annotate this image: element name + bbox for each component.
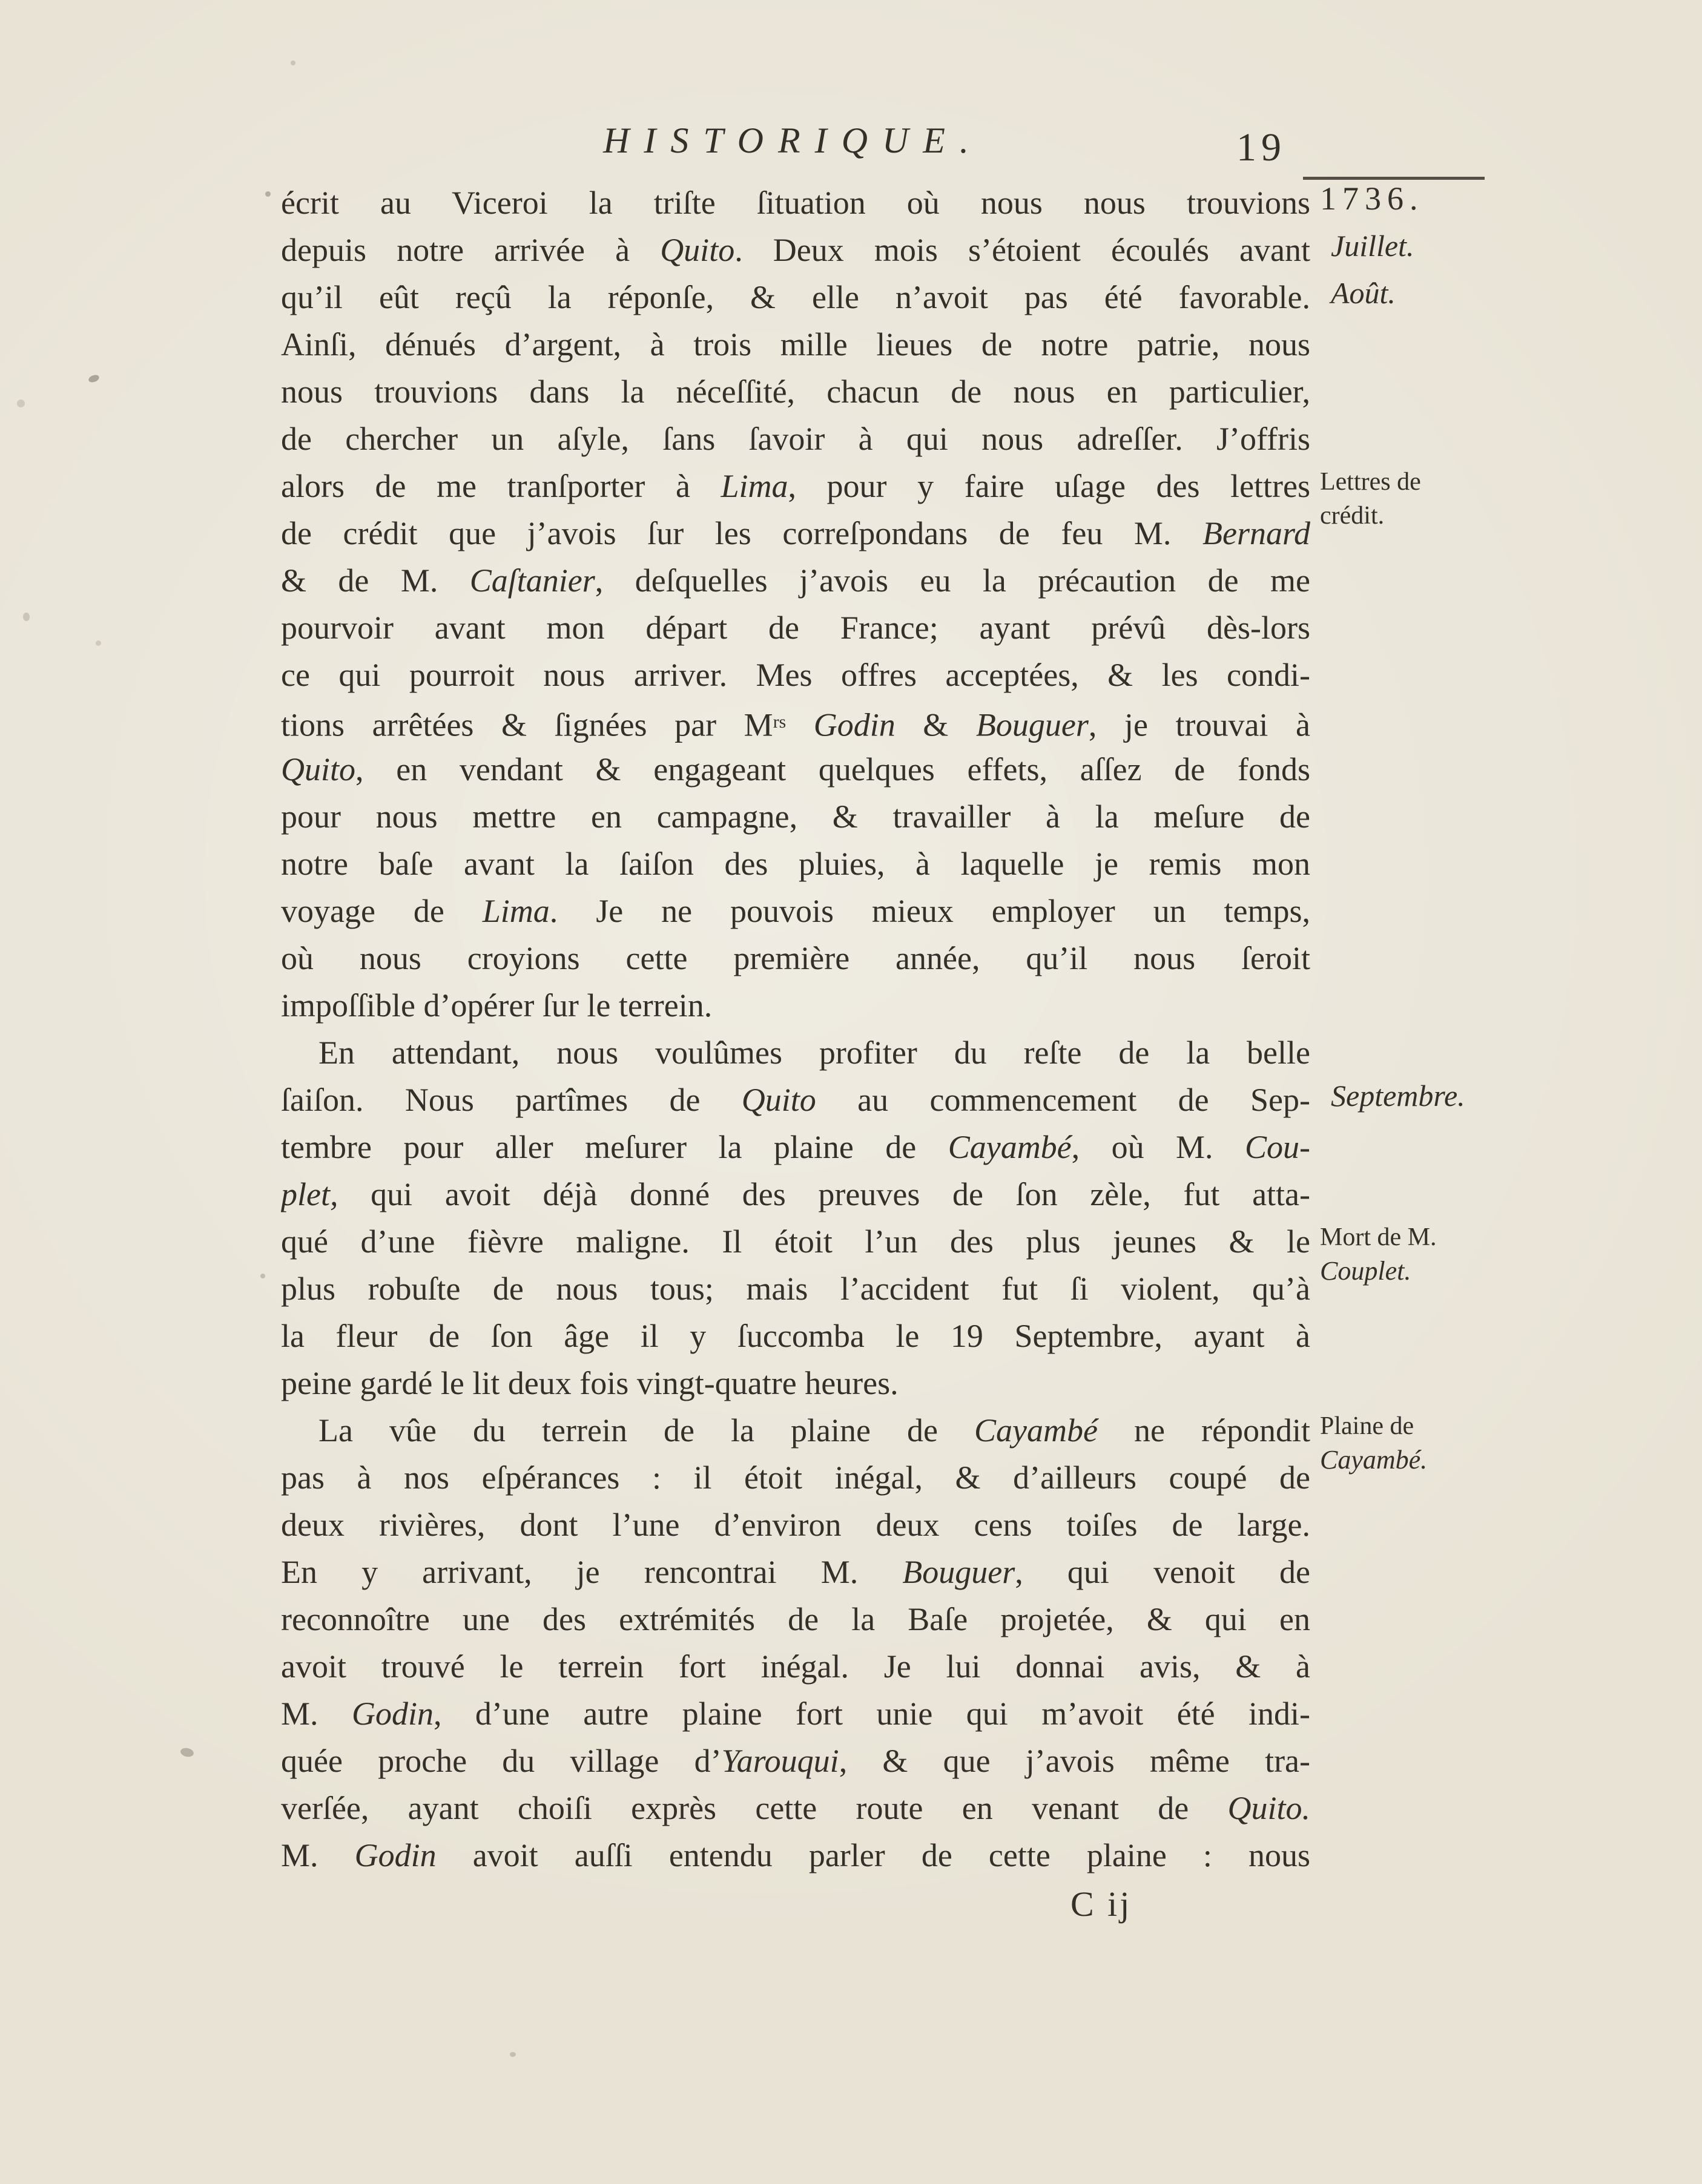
- text-segment: Ainſi, dénués d’argent, à trois mille lieues de notre patrie, nous: [281, 326, 1310, 363]
- margin-note: [1320, 1409, 1586, 1477]
- text-segment: Godin: [813, 706, 896, 743]
- text-segment: , deſquelles j’avois eu la précaution de me: [595, 562, 1310, 599]
- text-segment: plet,: [281, 1176, 338, 1212]
- text-segment: Godin: [351, 1696, 434, 1732]
- text-segment: M.: [281, 1837, 355, 1873]
- signature-mark: C ij: [1070, 1884, 1132, 1924]
- text-segment: &: [895, 706, 976, 743]
- text-segment: de crédit que j’avois ſur les correſpondans de feu M.: [281, 515, 1203, 551]
- text-segment: reconnoître une des extrémités de la Baſe projetée, & qui en: [281, 1601, 1310, 1637]
- text-segment: où nous croyions cette première année, qu’il nous ſeroit: [281, 940, 1310, 976]
- text-segment: pour nous mettre en campagne, & travailler à la meſure de: [281, 798, 1310, 835]
- text-segment: qu’il eût reçû la réponſe, & elle n’avoit pas été favorable.: [281, 279, 1310, 315]
- margin-note-row: Plaine de: [1320, 1412, 1414, 1440]
- margin-note: [1320, 1079, 1586, 1113]
- margin-note: [1320, 276, 1586, 310]
- text-segment: tions arrêtées & ſignées par M: [281, 706, 773, 743]
- text-segment: Quito.: [1227, 1790, 1310, 1826]
- text-segment: Lima: [721, 468, 788, 504]
- scan-speck: [510, 2052, 516, 2057]
- text-segment: la fleur de ſon âge il y ſuccomba le 19 Septembre, ayant à: [281, 1318, 1310, 1354]
- text-segment: Lima: [482, 893, 550, 929]
- text-segment: , en vendant & engageant quelques effets, aſſez de fonds: [355, 751, 1310, 788]
- text-segment: , pour y faire uſage des lettres: [788, 468, 1310, 504]
- margin-note-row: Septembre.: [1331, 1079, 1465, 1113]
- text-segment: ſaiſon. Nous partîmes de: [281, 1082, 742, 1118]
- margin-note-row: Juillet.: [1331, 229, 1414, 263]
- scan-speck: [23, 613, 30, 621]
- text-segment: Cayambé: [974, 1412, 1098, 1449]
- text-segment: La vûe du terrein de la plaine de: [318, 1412, 975, 1449]
- text-segment: verſée, ayant choiſi exprès cette route en venant de: [281, 1790, 1228, 1826]
- margin-note-row: Cayambé.: [1320, 1445, 1428, 1475]
- scan-speck: [265, 191, 271, 197]
- text-segment: , où M.: [1071, 1129, 1245, 1165]
- text-segment: En attendant, nous voulûmes profiter du reſte de la belle: [318, 1034, 1310, 1071]
- text-segment: . Je ne pouvois mieux employer un temps,: [549, 893, 1310, 929]
- text-segment: alors de me tranſporter à: [281, 468, 721, 504]
- text-segment: pourvoir avant mon départ de France; ayant prévû dès-lors: [281, 610, 1310, 646]
- text-segment: deux rivières, dont l’une d’environ deux cens toiſes de large.: [281, 1507, 1310, 1543]
- text-segment: Quito: [741, 1082, 816, 1118]
- text-segment: écrit au Viceroi la triſte ſituation où nous nous trouvions: [281, 185, 1310, 221]
- margin-note-row: Mort de M.: [1320, 1223, 1437, 1251]
- text-segment: , je trouvai à: [1088, 706, 1310, 743]
- text-segment: de chercher un aſyle, ſans ſavoir à qui nous adreſſer. J’offris: [281, 421, 1310, 457]
- text-segment: Cou-: [1245, 1129, 1310, 1165]
- scan-speck: [17, 400, 25, 407]
- text-segment: tembre pour aller meſurer la plaine de: [281, 1129, 948, 1165]
- text-segment: Quito: [281, 751, 356, 788]
- text-segment: Bouguer: [975, 706, 1089, 743]
- text-segment: plus robuſte de nous tous; mais l’accident fut ſi violent, qu’à: [281, 1271, 1310, 1307]
- margin-note-row: 1736.: [1320, 180, 1424, 217]
- margin-note-row: Couplet.: [1320, 1256, 1411, 1286]
- text-segment: Caſtanier: [469, 562, 595, 599]
- text-segment: avoit auſſi entendu parler de cette plaine : nous: [436, 1837, 1310, 1873]
- text-segment: rs: [773, 712, 787, 732]
- page-number: 19: [1236, 125, 1286, 169]
- text-segment: au commencement de Sep-: [816, 1082, 1310, 1118]
- text-segment: Cayambé: [948, 1129, 1072, 1165]
- text-segment: En y arrivant, je rencontrai M.: [281, 1554, 903, 1590]
- margin-note-row: crédit.: [1320, 502, 1385, 530]
- margin-note: [1320, 229, 1586, 263]
- text-segment: Bernard: [1202, 515, 1310, 551]
- text-segment: Bouguer: [902, 1554, 1015, 1590]
- text-segment: , d’une autre plaine fort unie qui m’avoit été indi-: [433, 1696, 1310, 1732]
- text-segment: , & que j’avois même tra-: [839, 1743, 1310, 1779]
- text-segment: voyage de: [281, 893, 483, 929]
- text-segment: nous trouvions dans la néceſſité, chacun de nous en particulier,: [281, 373, 1310, 410]
- text-segment: . Deux mois s’étoient écoulés avant: [734, 232, 1310, 268]
- scan-speck: [96, 640, 101, 646]
- text-segment: avoit trouvé le terrein fort inégal. Je lui donnai avis, & à: [281, 1648, 1310, 1685]
- text-segment: quée proche du village d’: [281, 1743, 722, 1779]
- text-segment: notre baſe avant la ſaiſon des pluies, à laquelle je remis mon: [281, 846, 1310, 882]
- text-segment: depuis notre arrivée à: [281, 232, 661, 268]
- text-segment: Yarouqui: [721, 1743, 839, 1779]
- margin-note: [1320, 182, 1586, 215]
- text-segment: Quito: [660, 232, 735, 268]
- text-segment: qui avoit déjà donné des preuves de ſon zèle, fut atta-: [338, 1176, 1310, 1212]
- text-segment: peine gardé le lit deux fois vingt-quatre heures.: [281, 1365, 899, 1401]
- text-segment: pas à nos eſpérances : il étoit inégal, & d’ailleurs coupé de: [281, 1459, 1310, 1496]
- text-segment: impoſſible d’opérer ſur le terrein.: [281, 987, 713, 1024]
- margin-note-row: Août.: [1331, 276, 1396, 310]
- text-segment: ce qui pourroit nous arriver. Mes offres acceptées, & les condi-: [281, 657, 1310, 693]
- text-segment: M.: [281, 1696, 352, 1732]
- text-segment: & de M.: [281, 562, 470, 599]
- margin-note-row: Lettres de: [1320, 468, 1421, 496]
- running-title: HISTORIQUE.: [603, 120, 983, 160]
- margin-note: [1320, 465, 1586, 533]
- scan-speck: [291, 61, 295, 65]
- text-segment: qué d’une fièvre maligne. Il étoit l’un des plus jeunes & le: [281, 1223, 1310, 1260]
- text-segment: Godin: [354, 1837, 437, 1873]
- text-segment: , qui venoit de: [1015, 1554, 1310, 1590]
- margin-note: [1320, 1220, 1586, 1288]
- scan-speck: [260, 1274, 265, 1278]
- text-segment: ne répondit: [1097, 1412, 1310, 1449]
